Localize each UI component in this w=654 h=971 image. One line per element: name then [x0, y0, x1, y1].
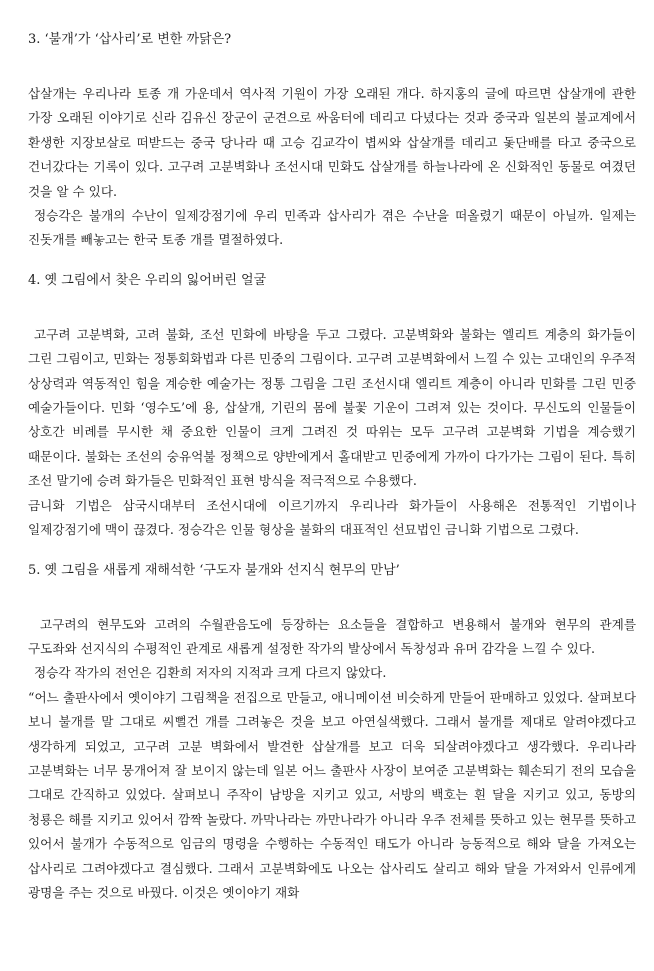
document-body — [28, 30, 636, 905]
section-5-paragraph-2: 정승각 작가의 전언은 김환희 저자의 지적과 크게 다르지 않았다. — [34, 665, 387, 681]
section-5-heading: 5. 옛 그림을 새롭게 재해석한 ‘구도자 불개와 선지식 현무의 만남’ — [28, 562, 400, 578]
section-4-paragraph-1: 고구려 고분벽화, 고려 불화, 조선 민화에 바탕을 두고 그렸다. 고분벽화와 불화는 엘리트 계층의 화가들이 그린 그림이고, 민화는 정통회화법과 다른 민중의 그림이다. 고구려 고분벽화에서 느낄 수 있는 고대인의 우주적 상상력과 역동적인 힘을 계승한 예술가는 정통 그림을 그린 조선시대 엘리트 계층이 아니라 민화를 그린 민중 예술가들이다. 민화 ‘영수도’에 용, 삽살개, 기린의 몸에 불꽃 기운이 그려져 있는 것이다. 무신도의 인물들이 상호간 비례를 무시한 채 중요한 인물이 크게 그려진 것 따위는 모두 고구려 고분벽화 기법을 계승했기 때문이다. 불화는 조선의 숭유억불 정책으로 양반에게서 홀대받고 민중에게 가까이 다가가는 그림이 된다. 특히 조선 말기에 승려 화가들은 민화적인 표현 방식을 적극적으로 수용했다. — [28, 326, 636, 489]
section-4-paragraph-2: 금니화 기법은 삼국시대부터 조선시대에 이르기까지 우리나라 화가들이 사용해온 전통적인 기법이나 일제강점기에 맥이 끊겼다. 정승각은 인물 형상을 불화의 대표적인 선묘법인 금니화 기법으로 그렸다. — [28, 497, 636, 538]
section-3-paragraph-2: 정승각은 불개의 수난이 일제강점기에 우리 민족과 삽사리가 겪은 수난을 떠올렸기 때문이 아닐까. 일제는 진돗개를 빼놓고는 한국 토종 개를 멸절하였다. — [28, 208, 636, 248]
section-3-paragraph-1: 삽살개는 우리나라 토종 개 가운데서 역사적 기원이 가장 오래된 개다. 하지홍의 글에 따르면 삽살개에 관한 가장 오래된 이야기로 신라 김유신 장군이 군견으로 싸움터에 데리고 다녔다는 것과 중국과 일본의 불교계에서 환생한 지장보살로 떠받드는 중국 당나라 때 고승 김교각이 볍씨와 삽살개를 데리고 돛단배를 타고 중국으로 건너갔다는 기록이 있다. 고구려 고분벽화나 조선시대 민화도 삽살개를 하늘나라에 온 신화적인 동물로 여겼던 것을 알 수 있다. — [28, 86, 636, 199]
section-4-heading: 4. 옛 그림에서 찾은 우리의 잃어버린 얼굴 — [28, 272, 267, 288]
section-5-quote: “어느 출판사에서 옛이야기 그림책을 전집으로 만들고, 애니메이션 비슷하게 만들어 판매하고 있었다. 살펴보다 보니 불개를 말 그대로 씨뻘건 개를 그려놓은 것을 보고 아연실색했다. 그래서 불개를 제대로 알려야겠다고 생각하게 되었고, 고구려 고분 벽화에서 발견한 삽살개를 보고 더욱 되살려야겠다고 생각했다. 우리나라 고분벽화는 너무 뭉개어져 잘 보이지 않는데 일본 어느 출판사 사장이 보여준 고분벽화는 훼손되기 전의 모습을 그대로 간직하고 있었다. 살펴보니 주작이 남방을 지키고 있고, 서방의 백호는 흰 달을 지키고 있고, 동방의 청룡은 해를 지키고 있어서 깜짝 놀랐다. 까막나라는 까만나라가 아니라 우주 전체를 뜻하고 있는 현무를 뜻하고 있어서 불개가 수동적으로 임금의 명령을 수행하는 수동적인 태도가 아니라 능동적으로 해와 달을 가져오는 삽사리로 그려야겠다고 결심했다. 그래서 고분벽화에도 나오는 삽사리도 살리고 해와 달을 가져와서 인류에게 광명을 주는 것으로 바꿨다. 이것은 옛이야기 재화 — [28, 689, 636, 900]
section-3-heading: 3. ‘불개’가 ‘삽사리’로 변한 까닭은? — [28, 32, 232, 47]
spacer — [28, 543, 636, 561]
section-5-paragraph-1: 고구려의 현무도와 고려의 수월관음도에 등장하는 요소들을 결합하고 변용해서 불개와 현무의 관계를 구도좌와 선지식의 수평적인 관계로 새롭게 설정한 작가의 발상에서 독창성과 유머 감각을 느낄 수 있다. — [28, 616, 636, 656]
spacer — [28, 253, 636, 271]
